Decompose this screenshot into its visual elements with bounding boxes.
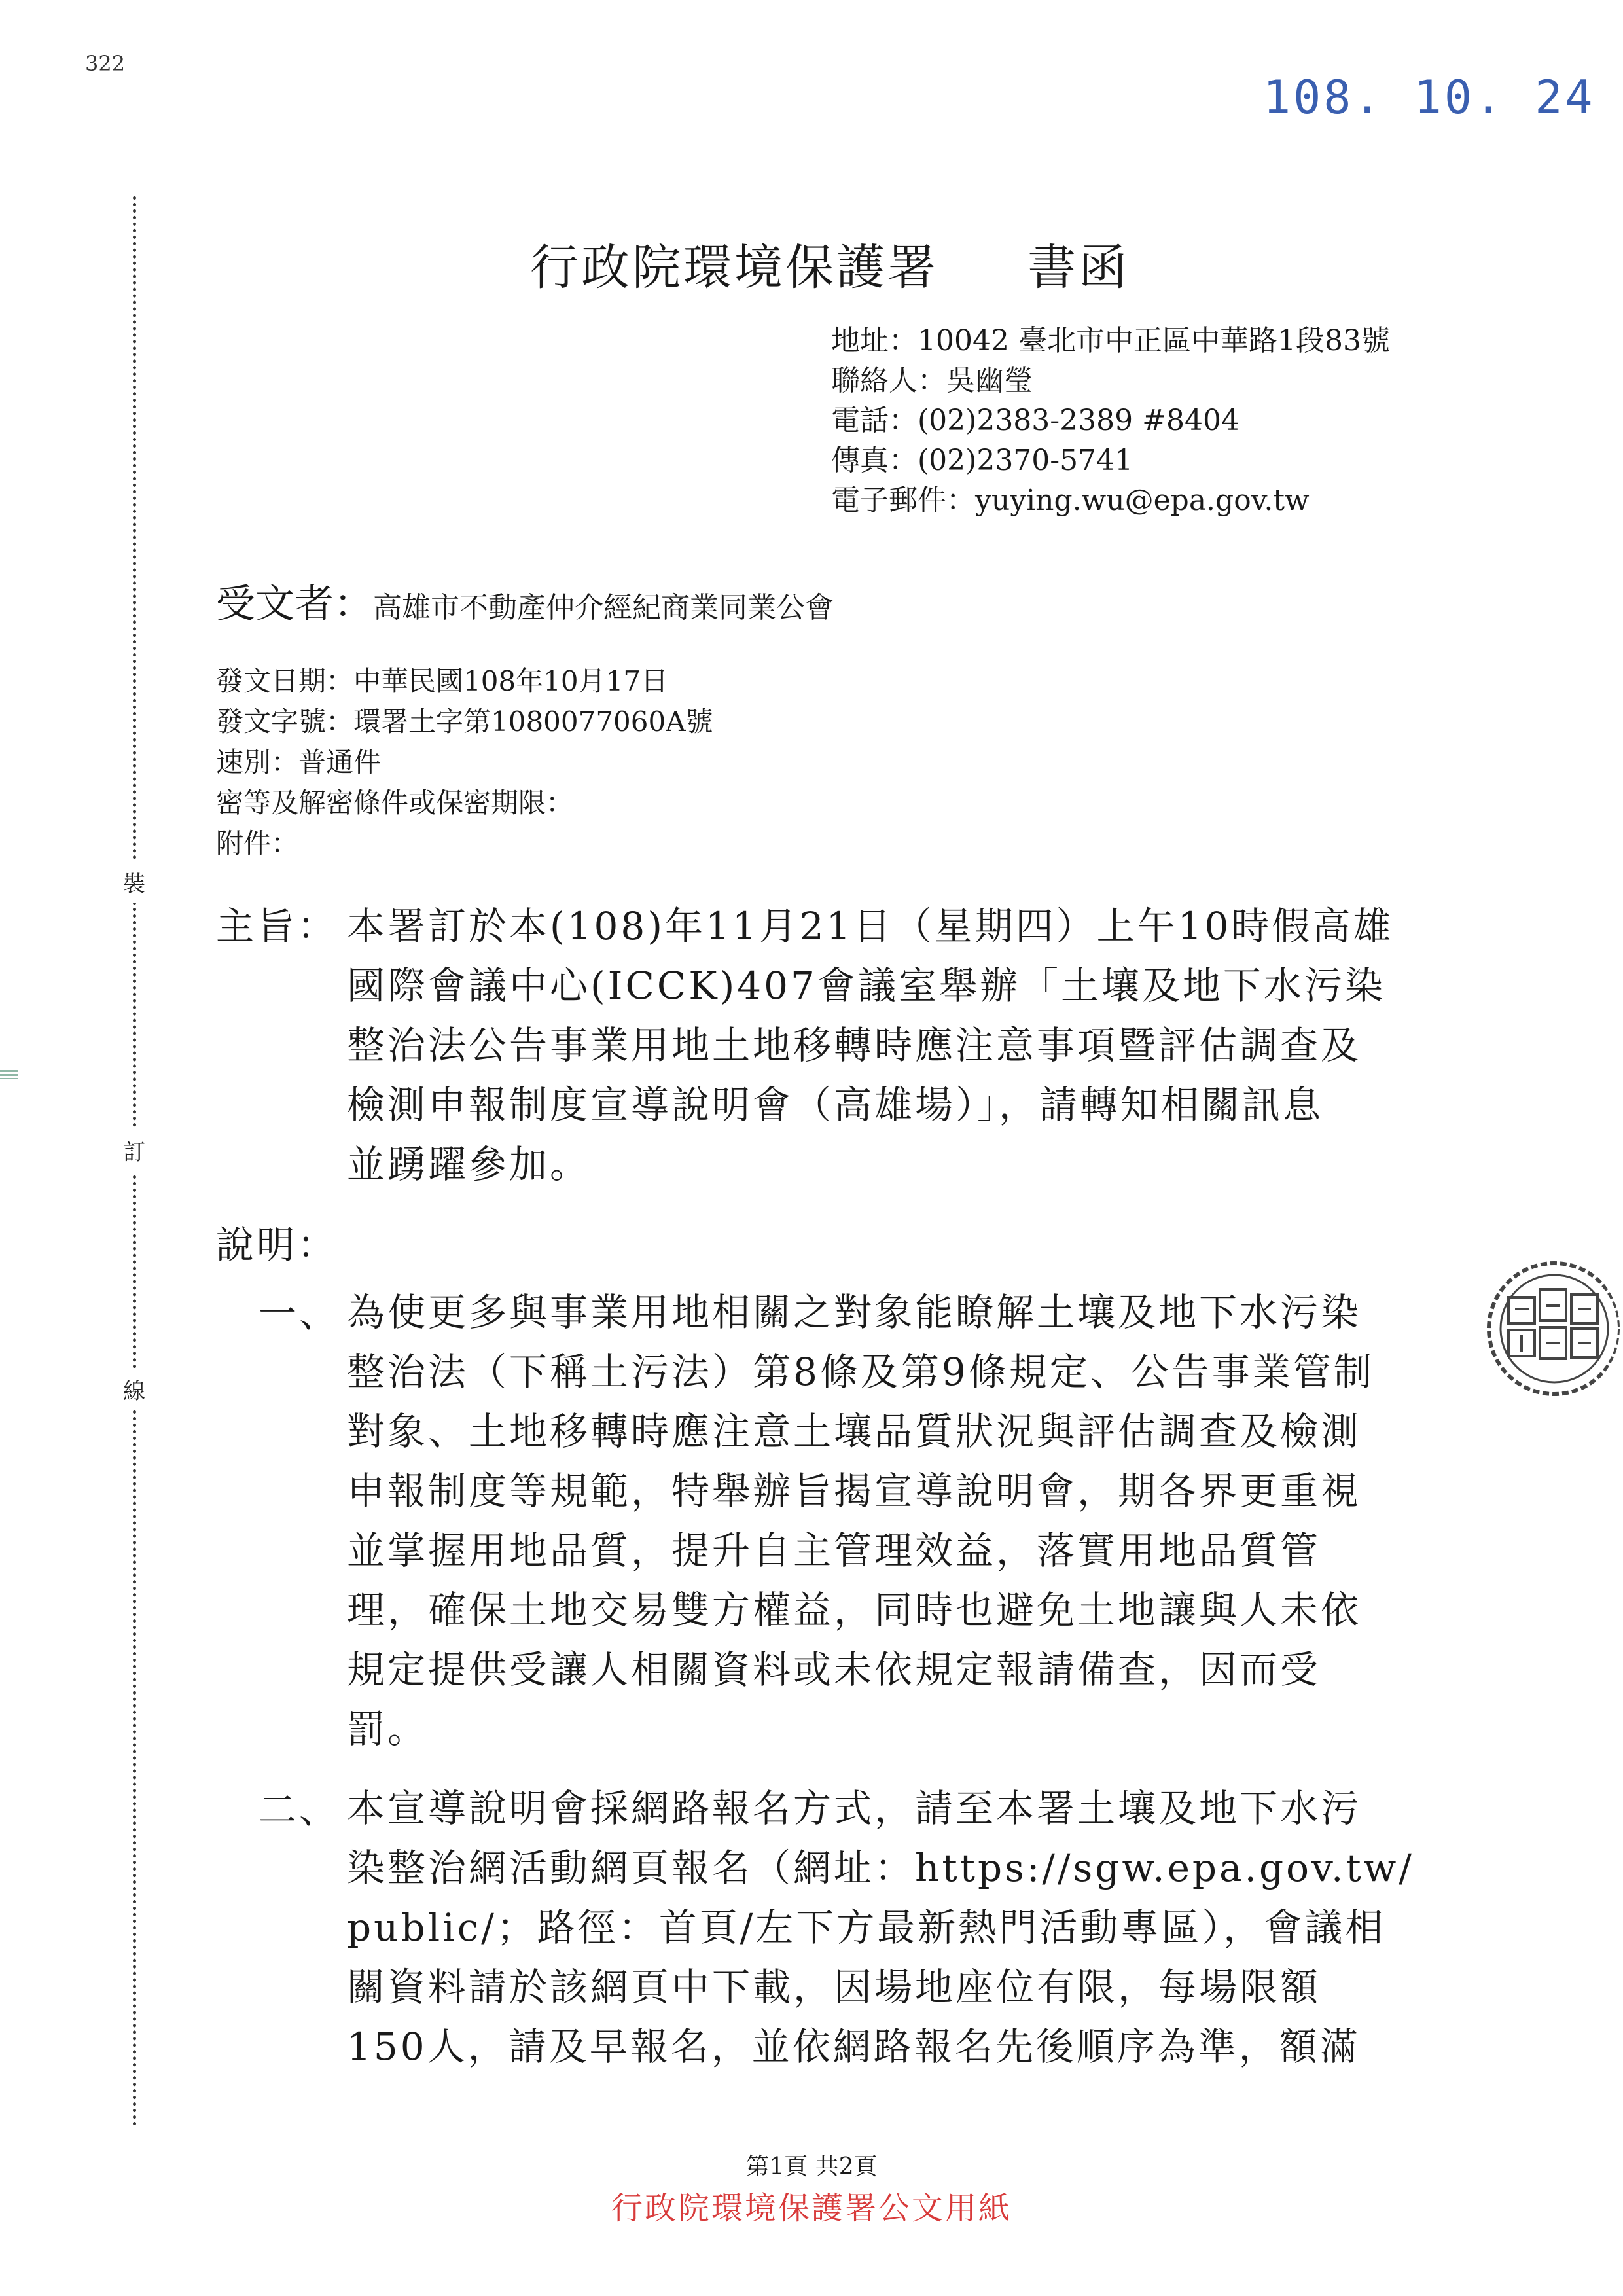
contact-email: 電子郵件：yuying.wu@epa.gov.tw <box>831 484 1310 517</box>
item-line: 染整治網活動網頁報名（網址：https://sgw.epa.gov.tw/ <box>347 1846 1414 1890</box>
item-body <box>347 1779 1414 2077</box>
binding-mark-xian: 線 <box>120 1368 149 1410</box>
item-line: 為使更多與事業用地相關之對象能瞭解土壤及地下水污染 <box>347 1290 1362 1335</box>
item-number: 一、 <box>259 1291 340 1336</box>
item-line: 規定提供受讓人相關資料或未依規定報請備查，因而受 <box>347 1647 1321 1692</box>
binding-mark-ding: 訂 <box>120 1129 149 1172</box>
item-line: 本宣導說明會採網路報名方式，請至本署土壤及地下水污 <box>347 1786 1362 1831</box>
item-line: 整治法（下稱土污法）第8條及第9條規定、公告事業管制 <box>347 1350 1374 1394</box>
item-line: 對象、土地移轉時應注意土壤品質狀況與評估調查及檢測 <box>347 1409 1362 1454</box>
secrecy-level: 密等及解密條件或保密期限： <box>216 787 574 819</box>
document-meta <box>216 661 713 864</box>
subject-line: 本署訂於本(108)年11月21日（星期四）上午10時假高雄 <box>347 904 1394 948</box>
issue-date: 發文日期：中華民國108年10月17日 <box>216 665 669 697</box>
subject-line: 國際會議中心(ICCK)407會議室舉辦「土壤及地下水污染 <box>347 963 1385 1008</box>
subject-body <box>347 897 1393 1194</box>
item-body <box>347 1283 1374 1759</box>
subject-line: 並踴躍參加。 <box>347 1142 591 1187</box>
document-number: 發文字號：環署土字第1080077060A號 <box>216 706 713 738</box>
subject-line: 檢測申報制度宣導說明會（高雄場）」，請轉知相關訊息 <box>347 1083 1324 1127</box>
contact-address: 地址：10042 臺北市中正區中華路1段83號 <box>831 324 1390 357</box>
recipient <box>216 573 834 629</box>
agency-name: 行政院環境保護署 <box>530 240 938 296</box>
recipient-label: 受文者： <box>216 581 373 627</box>
page-number: 322 <box>85 51 126 76</box>
attachments: 附件： <box>216 827 299 859</box>
received-date-stamp: 108. 10. 24 <box>1263 71 1596 124</box>
item-line: 並掌握用地品質，提升自主管理效益，落實用地品質管 <box>347 1528 1321 1573</box>
document-kind: 書函 <box>1027 240 1130 296</box>
item-line: 理，確保土地交易雙方權益，同時也避免土地讓與人未依 <box>347 1588 1362 1632</box>
item-line: public/；路徑：首頁/左下方最新熱門活動專區），會議相 <box>347 1905 1386 1950</box>
item-line: 申報制度等規範，特舉辦旨揭宣導說明會，期各界更重視 <box>347 1469 1362 1513</box>
footer-page-info: 第1頁 共2頁 <box>745 2153 878 2180</box>
item-line: 罰。 <box>347 1707 429 1751</box>
recipient-value: 高雄市不動產仲介經紀商業同業公會 <box>373 591 834 624</box>
item-line: 150人，請及早報名，並依網路報名先後順序為準，額滿 <box>347 2024 1361 2069</box>
official-seal <box>1476 1257 1620 1401</box>
description-label: 說明： <box>216 1223 338 1267</box>
contact-person: 聯絡人：吳幽瑩 <box>831 364 1033 397</box>
scan-edge-mark <box>0 1070 18 1079</box>
subject-line: 整治法公告事業用地土地移轉時應注意事項暨評估調查及 <box>347 1023 1362 1067</box>
subject-label: 主旨： <box>216 904 338 948</box>
item-number: 二、 <box>259 1787 340 1832</box>
contact-fax: 傳真：(02)2370-5741 <box>831 444 1133 477</box>
footer-paper-label: 行政院環境保護署公文用紙 <box>611 2190 1012 2227</box>
contact-block <box>831 321 1390 520</box>
delivery-speed: 速別：普通件 <box>216 746 382 778</box>
binding-mark-zhuang: 裝 <box>120 861 149 903</box>
contact-phone: 電話：(02)2383-2389 #8404 <box>831 404 1240 437</box>
item-line: 關資料請於該網頁中下載，因場地座位有限，每場限額 <box>347 1965 1321 2009</box>
